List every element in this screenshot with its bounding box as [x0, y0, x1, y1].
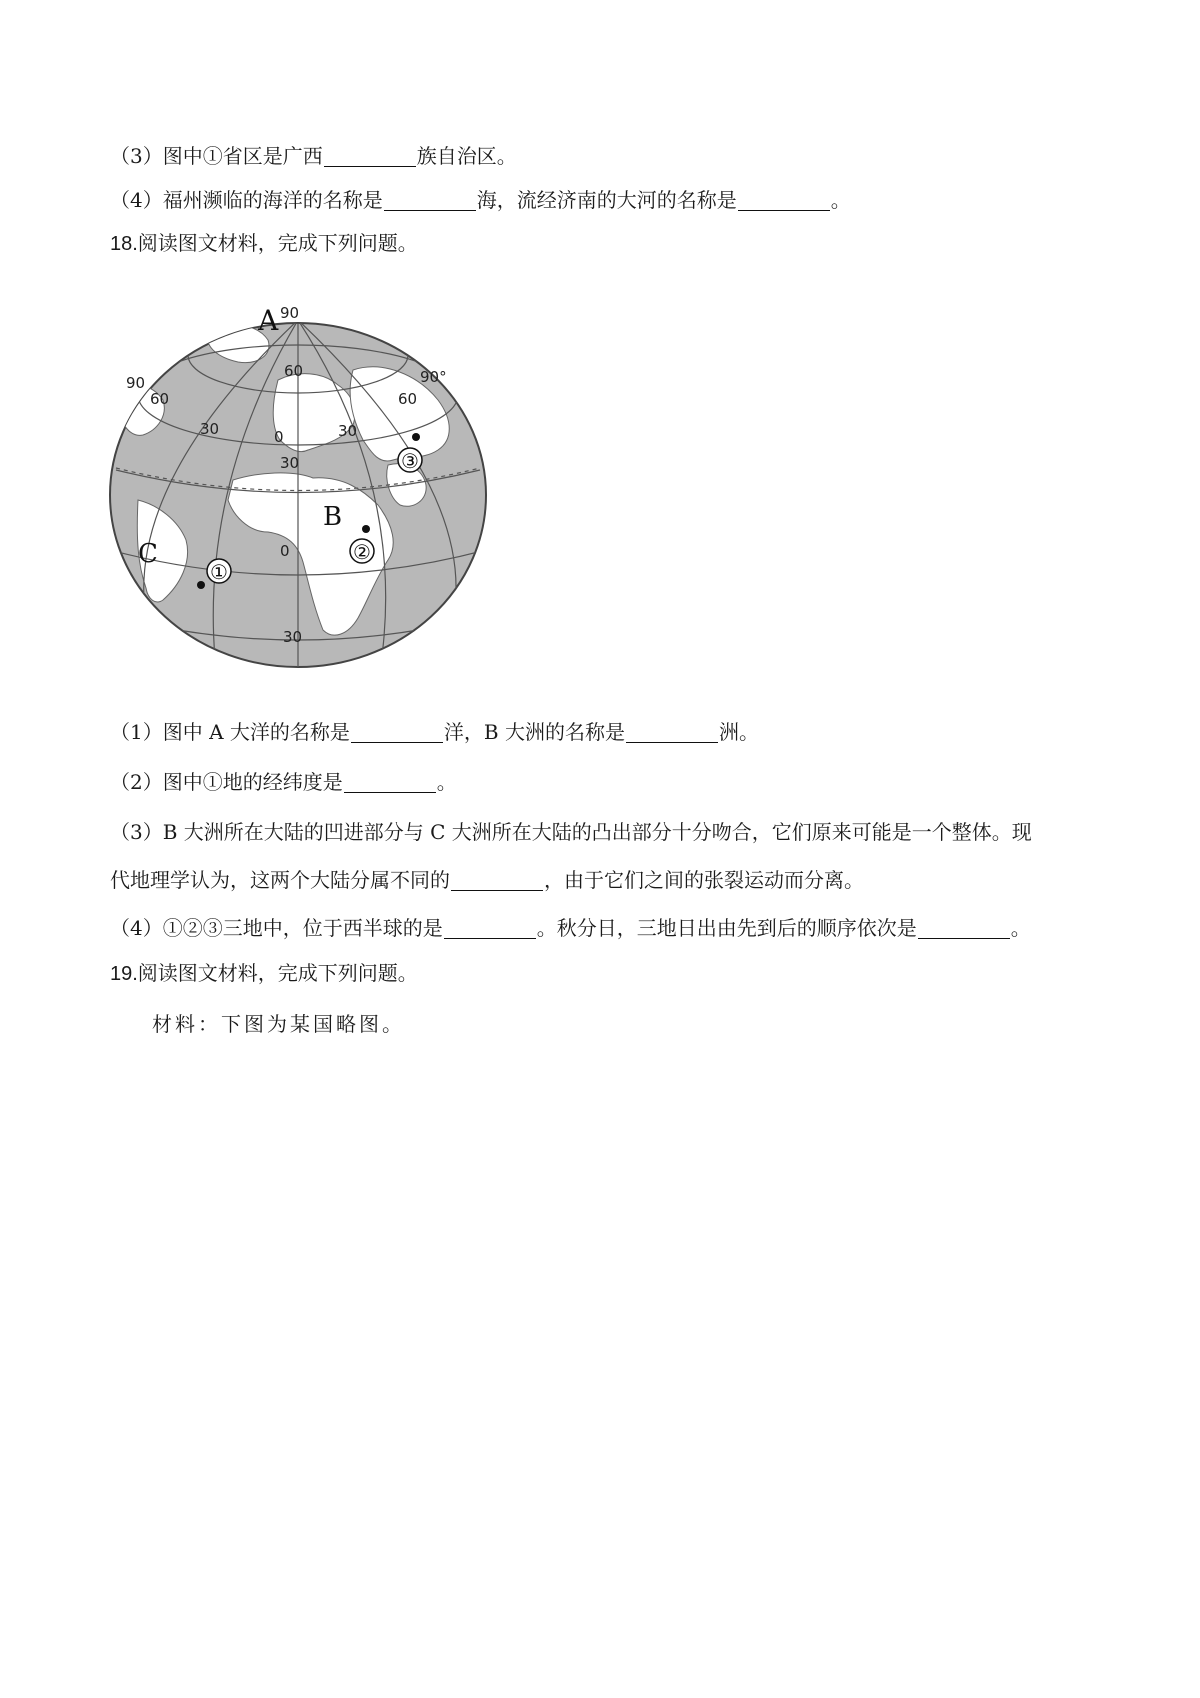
point-1-label: ① [210, 560, 228, 584]
q18-part2-prefix: （2）图中①地的经纬度是 [110, 770, 343, 794]
lon-label: 0 [274, 428, 284, 446]
lat-label: 30 [283, 628, 303, 646]
answer-blank[interactable] [451, 870, 543, 891]
point-1-dot [197, 581, 205, 589]
label-B: B [323, 502, 343, 532]
lon-label: 90° [420, 368, 447, 386]
q18-part3-line2-prefix: 代地理学认为，这两个大陆分属不同的 [110, 868, 450, 892]
point-3-label: ③ [401, 449, 419, 473]
lat-label: 30 [200, 420, 220, 438]
q18-part4-prefix: （4）①②③三地中，位于西半球的是 [110, 916, 443, 940]
point-3-dot [412, 433, 420, 441]
q18-part1-suffix: 洲。 [718, 720, 759, 744]
q18-part3-line1: （3）B 大洲所在大陆的凹进部分与 C 大洲所在大陆的凸出部分十分吻合，它们原来可能是一个整体。现 [110, 820, 1032, 844]
q18-title: 18.阅读图文材料，完成下列问题。 [110, 233, 418, 255]
q19-material: 材料：下图为某国略图。 [152, 1012, 405, 1036]
q18-part4-middle: 。秋分日，三地日出由先到后的顺序依次是 [536, 916, 917, 940]
answer-blank[interactable] [738, 190, 830, 211]
lat-label: 60 [284, 362, 304, 380]
q18-part2-suffix: 。 [436, 770, 457, 794]
q18-part3-line2 [110, 866, 864, 894]
globe-map [108, 300, 488, 690]
q18-part4-suffix: 。 [1010, 916, 1031, 940]
q17-part4 [110, 186, 851, 214]
q17-part3 [110, 142, 517, 170]
q19-title: 19.阅读图文材料，完成下列问题。 [110, 963, 418, 985]
lat-label: 90 [280, 304, 300, 322]
q17-part4-suffix: 。 [830, 188, 851, 212]
lon-label: 30 [338, 422, 358, 440]
lat-label: 60 [150, 390, 170, 408]
q18-part1-middle: 洋，B 大洲的名称是 [443, 720, 625, 744]
q17-part4-middle: 海，流经济南的大河的名称是 [476, 188, 737, 212]
point-2-dot [362, 525, 370, 533]
answer-blank[interactable] [351, 722, 443, 743]
q18-part1 [110, 718, 759, 746]
answer-blank[interactable] [324, 146, 416, 167]
answer-blank[interactable] [344, 772, 436, 793]
q17-part3-suffix: 族自治区。 [416, 144, 517, 168]
answer-blank[interactable] [384, 190, 476, 211]
answer-blank[interactable] [918, 918, 1010, 939]
lat-label: 90 [126, 374, 146, 392]
lat-label: 30 [280, 454, 300, 472]
q18-part2 [110, 768, 457, 796]
lat-label: 60 [398, 390, 418, 408]
q18-part4 [110, 914, 1031, 942]
q17-part3-prefix: （3）图中①省区是广西 [110, 144, 323, 168]
q17-part4-prefix: （4）福州濒临的海洋的名称是 [110, 188, 383, 212]
lon-label: 0 [280, 542, 290, 560]
answer-blank[interactable] [444, 918, 536, 939]
q18-part3-line2-suffix: ，由于它们之间的张裂运动而分离。 [544, 868, 864, 892]
q18-part1-prefix: （1）图中 A 大洋的名称是 [110, 720, 350, 744]
label-C: C [138, 539, 158, 569]
label-A: A [258, 304, 279, 337]
point-2-label: ② [353, 540, 371, 564]
answer-blank[interactable] [626, 722, 718, 743]
